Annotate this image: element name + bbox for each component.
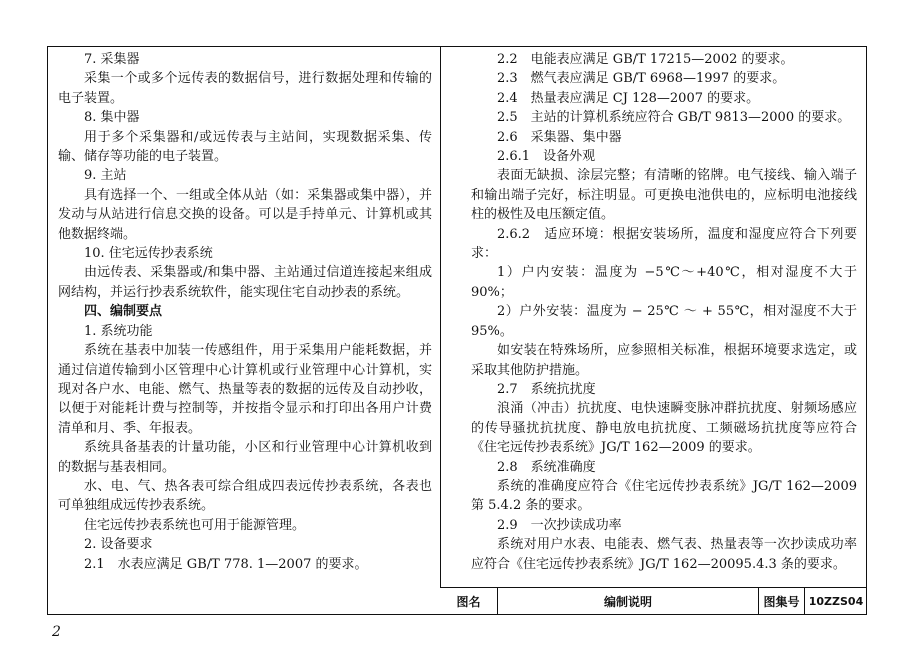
paragraph: 用于多个采集器和/或远传表与主站间，实现数据采集、传输、储存等功能的电子装置。 xyxy=(58,129,432,165)
paragraph: 系统具备基表的计量功能，小区和行业管理中心计算机收到的数据与基表相同。 xyxy=(58,440,432,475)
paragraph: 如安装在特殊场所，应参照相关标准，根据环境要求选定，或采取其他防护措施。 xyxy=(471,343,857,378)
paragraph: 表面无缺损、涂层完整；有清晰的铭牌。电气接线、输入端子和输出端子完好，标注明显。可更换电池供电的，应标明电池接线柱的极性及电压额定值。 xyxy=(471,168,857,223)
paragraph: 系统在基表中加装一传感组件，用于采集用户能耗数据，并通过信道传输到小区管理中心计算机或行业管理中心计算机，实现对各户水、电能、燃气、热量等表的数据的远传及自动抄收，以便于对能耗计费与控制等，并按指令显示和打印出各用户计费清单和月、季、年报表。 xyxy=(58,343,432,436)
paragraph: 2.9 一次抄读成功率 xyxy=(497,517,622,533)
paragraph: 1. 系统功能 xyxy=(84,323,153,339)
paragraph: 2.3 燃气表应满足 GB/T 6968—1997 的要求。 xyxy=(497,71,786,87)
atlas-number-value: 10ZZS04 xyxy=(808,595,864,608)
column-divider xyxy=(440,46,441,587)
paragraph: 2.6.2 适应环境：根据安装场所，温度和湿度应符合下列要求： xyxy=(471,226,857,262)
atlas-number-label: 图集号 xyxy=(759,588,805,615)
paragraph: 四、编制要点 xyxy=(84,304,163,320)
title-block xyxy=(440,587,867,615)
paragraph: 8. 集中器 xyxy=(84,110,140,126)
paragraph: 2.6 采集器、集中器 xyxy=(497,129,622,145)
paragraph: 10. 住宅远传抄表系统 xyxy=(84,246,213,262)
paragraph: 2.6.1 设备外观 xyxy=(497,149,596,165)
title-label: 图名 xyxy=(440,588,498,615)
paragraph: 2.5 主站的计算机系统应符合 GB/T 9813—2000 的要求。 xyxy=(497,110,851,126)
paragraph: 2.8 系统准确度 xyxy=(497,459,596,475)
paragraph: 2. 设备要求 xyxy=(84,537,153,553)
paragraph: 2.7 系统抗扰度 xyxy=(497,381,596,397)
paragraph: 系统对用户水表、电能表、燃气表、热量表等一次抄读成功率应符合《住宅远传抄表系统》JG/T 162—20095.4.3 条的要求。 xyxy=(471,537,857,572)
paragraph: 2.4 热量表应满足 CJ 128—2007 的要求。 xyxy=(497,90,760,106)
title-value: 编制说明 xyxy=(498,588,759,615)
paragraph: 1）户内安装：温度为 −5℃～+40℃，相对湿度不大于 90%； xyxy=(471,265,857,300)
paragraph: 系统的准确度应符合《住宅远传抄表系统》JG/T 162—2009 第 5.4.2 条的要求。 xyxy=(471,478,857,514)
left-column xyxy=(58,50,432,574)
paragraph: 浪涌（冲击）抗扰度、电快速瞬变脉冲群抗扰度、射频场感应的传导骚扰抗扰度、静电放电抗扰度、工频磁场抗扰度等应符合《住宅远传抄表系统》JG/T 162—2009 的要求。 xyxy=(471,401,857,456)
paragraph: 2.1 水表应满足 GB/T 778. 1—2007 的要求。 xyxy=(84,556,368,572)
paragraph: 2.2 电能表应满足 GB/T 17215—2002 的要求。 xyxy=(497,52,794,67)
paragraph: 水、电、气、热各表可综合组成四表远传抄表系统，各表也可单独组成远传抄表系统。 xyxy=(58,478,432,514)
paragraph: 具有选择一个、一组或全体从站（如：采集器或集中器），并发动与从站进行信息交换的设备。可以是手持单元、计算机或其他数据终端。 xyxy=(58,187,432,242)
paragraph: 采集一个或多个远传表的数据信号，进行数据处理和传输的电子装置。 xyxy=(58,71,432,106)
paragraph: 住宅远传抄表系统也可用于能源管理。 xyxy=(84,517,306,533)
paragraph: 由远传表、采集器或/和集中器、主站通过信道连接起来组成网结构，并运行抄表系统软件，能实现住宅自动抄表的系统。 xyxy=(58,265,432,300)
paragraph: 7. 采集器 xyxy=(84,52,140,67)
paragraph: 9. 主站 xyxy=(84,168,127,184)
paragraph: 2）户外安装：温度为 − 25℃ ～ + 55℃，相对湿度不大于 95%。 xyxy=(471,304,857,339)
right-column xyxy=(471,50,857,574)
page-number: 2 xyxy=(52,624,61,640)
